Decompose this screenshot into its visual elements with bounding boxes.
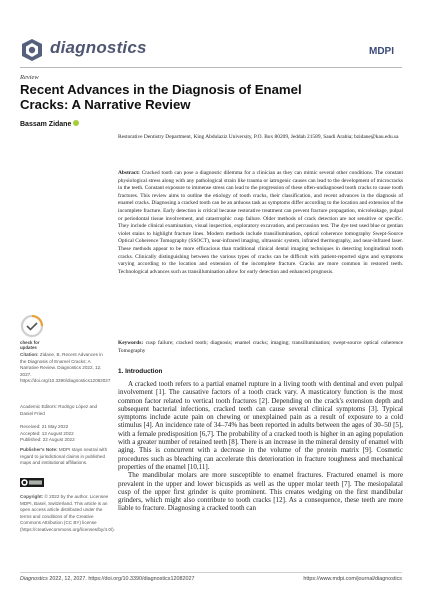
- citation: [20, 352, 110, 385]
- orcid-icon[interactable]: [73, 120, 79, 126]
- intro-paragraph-1: A cracked tooth refers to a partial enamel rupture in a living tooth with dentinal and even pulpal involvement [1]. The causative factors of a tooth crack vary. A masticatory function is the most common factor related to vertical tooth fractures [2]. Depending on the crack's extension depth and subsequent bacterial infections, cracked teeth can cause several clinical symptoms [3]. Typical symptoms include acute pain on chewing or unexplained pain as a result of exposure to a cold stimulus [4]. An incidence rate of 34–74% has been reported in adults between the ages of 30–50 [5], with a female predisposition [6,7]. The probability of a cracked tooth is higher in an aging population with a greater number of retained teeth [8]. There is an increase in the mineral density of enamel with aging. This is concurrent with a decrease in the volume of the protein matrix [9]. Cosmetic procedures such as bleaching can accelerate this deterioration in fracture toughness and mechanical properties of the enamel [10,11].: [118, 380, 403, 471]
- copyright: [20, 494, 115, 533]
- abstract-text: Cracked tooth can pose a diagnostic dilemma for a clinician as they can mimic several other conditions. The constant physiological stress along with any pathological strain like trauma or iatrogenic causes can lead to the development of microcracks in the teeth. Constant exposure to immense stress can lead to the progression of these often-undiagnosed tooth cracks to cause tooth fractures. This review aims to outline the etiology of tooth cracks, their classification, and recent advances in the diagnosis of enamel cracks. Diagnosing a cracked tooth can be an arduous task as symptoms differ according to the location and extension of the incomplete fracture. Early detection is critical because restorative treatment can prevent fracture propagation, microleakage, pulpal or periodontal tissue involvement, and catastrophic cusp failure. Older methods of crack detection are not sensitive or specific. They include clinical examination, visual inspection, exploratory excavation, and percussion test. The dye test used blue or gentian violet stains to highlight fracture lines. Modern methods include transillumination, optical coherence tomography Swept-Source Optical Coherence Tomography (SSOCT), near-infrared imaging, ultrasonic system, infrared thermography, and near-infrared laser. These methods appear to be more efficacious than traditional clinical dental imaging techniques in detecting longitudinal tooth cracks. Clinically distinguishing between the various types of cracks can be difficult with patient-reported signs and symptoms varying according to the location and extension of the incomplete fracture. Cracks are more common in restored teeth. Technological advances such as transillumination allow for early detection and enhanced prognosis.: [118, 170, 403, 275]
- header-divider: [20, 67, 402, 68]
- section-heading: 1. Introduction: [118, 368, 163, 375]
- footer-divider: [20, 572, 402, 573]
- abstract: [118, 170, 403, 276]
- article-title: Recent Advances in the Diagnosis of Enamel Cracks: A Narrative Review: [20, 82, 302, 112]
- keywords-label: Keywords:: [118, 340, 144, 346]
- footer-doi[interactable]: 2022, 12, 2027. https://doi.org/10.3390/diagnostics12082027: [49, 576, 195, 582]
- journal-logo-icon: [20, 38, 44, 62]
- citation-text: Zidane, B. Recent Advances in the Diagnosis of Enamel Cracks: A Narrative Review. Diagnostics 2022, 12, 2027. https://doi.org/10.3390/diagnostics12082027: [20, 352, 111, 383]
- copyright-text: © 2022 by the author. Licensee MDPI, Basel, Switzerland. This article is an open access article distributed under the terms and conditions of the Creative Commons Attribution (CC BY) license (https://creativecommons.org/licenses/by/4.0/).: [20, 494, 115, 532]
- footer-journal-url[interactable]: https://www.mdpi.com/journal/diagnostics: [303, 576, 402, 582]
- copyright-label: Copyright:: [20, 494, 44, 499]
- received-date: Received: 21 May 2022: [20, 424, 69, 429]
- accepted-date: Accepted: 13 August 2022: [20, 430, 74, 436]
- publisher-note-text: MDPI stays neutral with regard to jurisdictional claims in published maps and institutional affiliations.: [20, 447, 108, 465]
- publisher-note-label: Publisher's Note:: [20, 447, 58, 452]
- article-type: Review: [20, 74, 39, 81]
- svg-text:MDPI: MDPI: [369, 46, 394, 57]
- check-for-updates-label[interactable]: [20, 340, 60, 350]
- updates-line-1: check for: [20, 340, 40, 345]
- author-label: Bassam Zidane: [20, 121, 72, 128]
- author-name: [20, 120, 79, 128]
- introduction-body: [118, 380, 403, 513]
- check-for-updates-icon[interactable]: [20, 314, 44, 340]
- abstract-label: Abstract:: [118, 170, 140, 176]
- footer-journal: Diagnostics: [20, 576, 48, 582]
- updates-line-2: updates: [20, 345, 37, 350]
- intro-paragraph-2: The mandibular molars are more susceptible to enamel fractures. Fractured enamel is more prevalent in the upper and lower bicuspids as well as the upper molar teeth [7]. The mesiopalatal cusp of the upper first grinder is quite prominent. This creates wedging on the first mandibular grinders, which might also contribute to tooth cracks [12]. As a consequence, these teeth are more liable to fracture. Diagnosing a cracked tooth can: [118, 471, 403, 513]
- affiliation: Restorative Dentistry Department, King Abdulaziz University, P.O. Box 80209, Jeddah 21589, Saudi Arabia; bzidane@kau.edu.sa: [118, 134, 399, 140]
- keywords: [118, 340, 403, 355]
- citation-label: Citation:: [20, 352, 39, 357]
- cc-by-license-icon[interactable]: [20, 478, 44, 487]
- published-date: Published: 22 August 2022: [20, 437, 75, 442]
- publisher-note: [20, 447, 110, 467]
- journal-name: diagnostics: [50, 38, 147, 57]
- publication-dates: [20, 424, 110, 444]
- mdpi-logo-icon: [369, 42, 403, 58]
- keywords-text: cusp failure; cracked tooth; diagnosis; enamel cracks; imaging; transillumination; swept-source optical coherence Tomography: [118, 340, 403, 354]
- academic-editors: Academic Editors: Rodrigo López and Daniel Fried: [20, 404, 98, 416]
- footer-citation: [20, 576, 194, 582]
